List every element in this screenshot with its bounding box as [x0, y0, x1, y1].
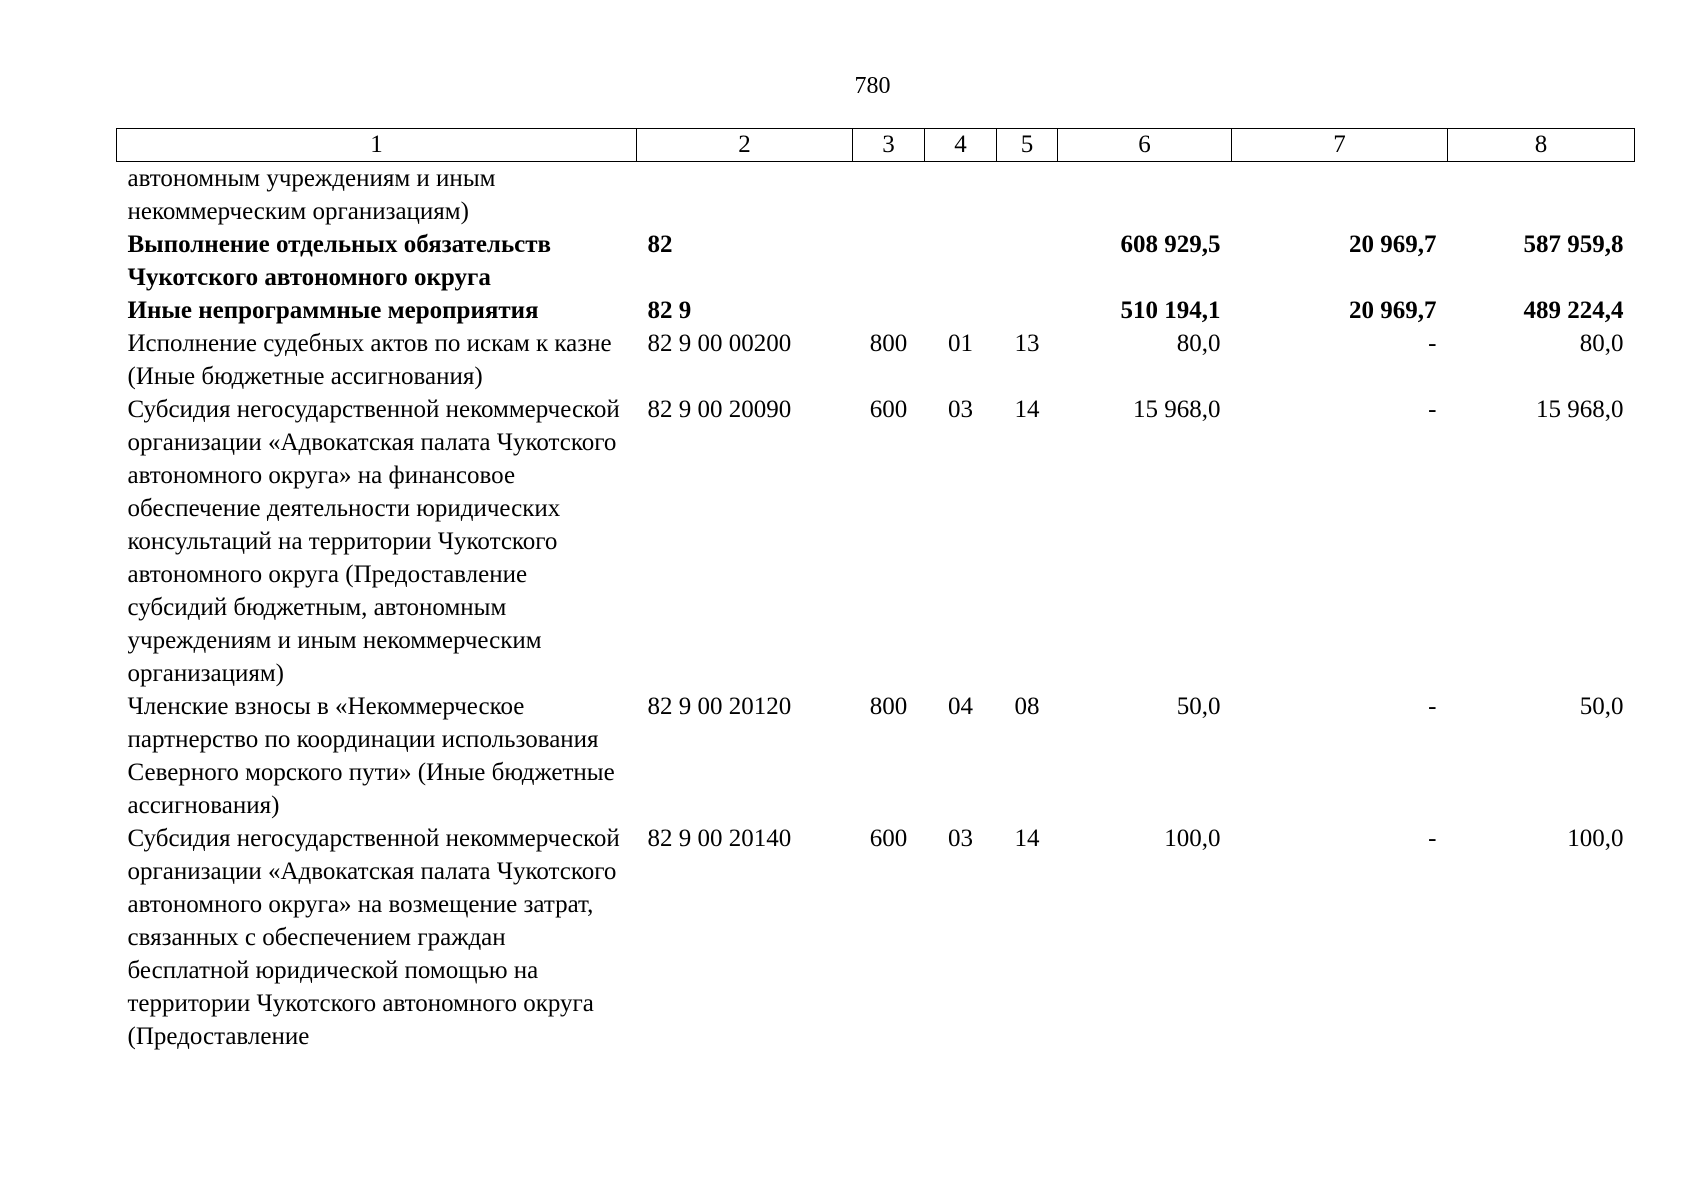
- row-col8-cell: [1448, 162, 1635, 229]
- header-cell-6: 6: [1058, 129, 1232, 162]
- header-cell-8: 8: [1448, 129, 1635, 162]
- row-col7-cell: 20 969,7: [1349, 231, 1437, 258]
- row-col3-cell: [853, 162, 925, 229]
- row-col3-cell: 800: [869, 693, 908, 720]
- row-col3-cell: 600: [869, 396, 908, 423]
- row-col8-cell: 50,0: [1579, 693, 1624, 720]
- header-cell-3: 3: [853, 129, 925, 162]
- row-col6-cell: 510 194,1: [1120, 297, 1221, 324]
- row-col7-cell: 20 969,7: [1349, 297, 1437, 324]
- row-col4-cell: 03: [948, 396, 973, 423]
- row-code-cell: 82 9 00 20090: [647, 396, 792, 423]
- row-col5-cell: [997, 162, 1058, 229]
- row-col7-cell: [1232, 162, 1448, 229]
- row-col3-cell: 600: [869, 825, 908, 852]
- row-col6-cell: 80,0: [1176, 330, 1221, 357]
- row-code-cell: 82 9 00 20140: [647, 825, 792, 852]
- row-col6-cell: 100,0: [1164, 825, 1221, 852]
- row-code-cell: [637, 162, 853, 229]
- table-row: [117, 822, 1635, 1053]
- table-row: [117, 162, 1635, 229]
- table-row: [117, 393, 1635, 690]
- row-col7-cell: -: [1428, 825, 1437, 852]
- row-name-cell: Выполнение отдельных обязательств Чукотского автономного округа: [127, 231, 552, 291]
- row-col4-cell: [925, 162, 997, 229]
- row-col7-cell: -: [1428, 330, 1437, 357]
- row-code-cell: 82 9 00 00200: [647, 330, 792, 357]
- row-col4-cell: [925, 228, 997, 294]
- row-name-cell: Субсидия негосударственной некоммерческой организации «Адвокатская палата Чукотского автономного округа» на финансовое обеспечение деятельности юридических консультаций на территории Чукотского автономного округа (Предоставление субсидий бюджетным, автономным учреждениям и иным некоммерческим организациям): [127, 396, 620, 687]
- row-col4-cell: [925, 294, 997, 327]
- row-col5-cell: [997, 228, 1058, 294]
- row-col6-cell: 608 929,5: [1120, 231, 1221, 258]
- row-name-cell: автономным учреждениям и иным некоммерческим организациям): [127, 165, 496, 225]
- row-code-cell: 82 9: [647, 297, 692, 324]
- row-col8-cell: 15 968,0: [1536, 396, 1624, 423]
- row-col3-cell: [853, 294, 925, 327]
- row-col5-cell: [997, 294, 1058, 327]
- row-col5-cell: 13: [1014, 330, 1040, 357]
- table-row: [117, 294, 1635, 327]
- row-col8-cell: 489 224,4: [1523, 297, 1624, 324]
- header-cell-2: 2: [637, 129, 853, 162]
- table-row: [117, 327, 1635, 393]
- header-cell-4: 4: [925, 129, 997, 162]
- row-col5-cell: 14: [1014, 396, 1040, 423]
- row-col4-cell: 03: [948, 825, 973, 852]
- row-col5-cell: 08: [1014, 693, 1040, 720]
- header-row: [117, 129, 1635, 162]
- row-col8-cell: 587 959,8: [1523, 231, 1624, 258]
- row-col3-cell: 800: [869, 330, 908, 357]
- page-number: 780: [854, 73, 891, 99]
- header-cell-5: 5: [997, 129, 1058, 162]
- row-name-cell: Субсидия негосударственной некоммерческой организации «Адвокатская палата Чукотского автономного округа» на возмещение затрат, связанных с обеспечением граждан бесплатной юридической помощью на территории Чукотского автономного округа (Предоставление: [127, 825, 620, 1050]
- row-code-cell: 82 9 00 20120: [647, 693, 792, 720]
- row-col8-cell: 80,0: [1579, 330, 1624, 357]
- row-col5-cell: 14: [1014, 825, 1040, 852]
- row-name-cell: Исполнение судебных актов по искам к казне (Иные бюджетные ассигнования): [127, 330, 612, 390]
- header-cell-7: 7: [1232, 129, 1448, 162]
- row-name-cell: Членские взносы в «Некоммерческое партнерство по координации использования Северного морского пути» (Иные бюджетные ассигнования): [127, 693, 615, 819]
- table-body: [117, 162, 1635, 1054]
- row-name-cell: Иные непрограммные мероприятия: [127, 297, 539, 324]
- row-col8-cell: 100,0: [1567, 825, 1624, 852]
- budget-table: [116, 128, 1635, 1053]
- table-header: [117, 129, 1635, 162]
- row-col3-cell: [853, 228, 925, 294]
- table-row: [117, 690, 1635, 822]
- table-row: [117, 228, 1635, 294]
- row-code-cell: 82: [647, 231, 673, 258]
- row-col4-cell: 04: [948, 693, 973, 720]
- row-col6-cell: [1058, 162, 1232, 229]
- header-cell-1: 1: [117, 129, 637, 162]
- row-col7-cell: -: [1428, 396, 1437, 423]
- row-col7-cell: -: [1428, 693, 1437, 720]
- row-col4-cell: 01: [948, 330, 973, 357]
- row-col6-cell: 50,0: [1176, 693, 1221, 720]
- row-col6-cell: 15 968,0: [1133, 396, 1221, 423]
